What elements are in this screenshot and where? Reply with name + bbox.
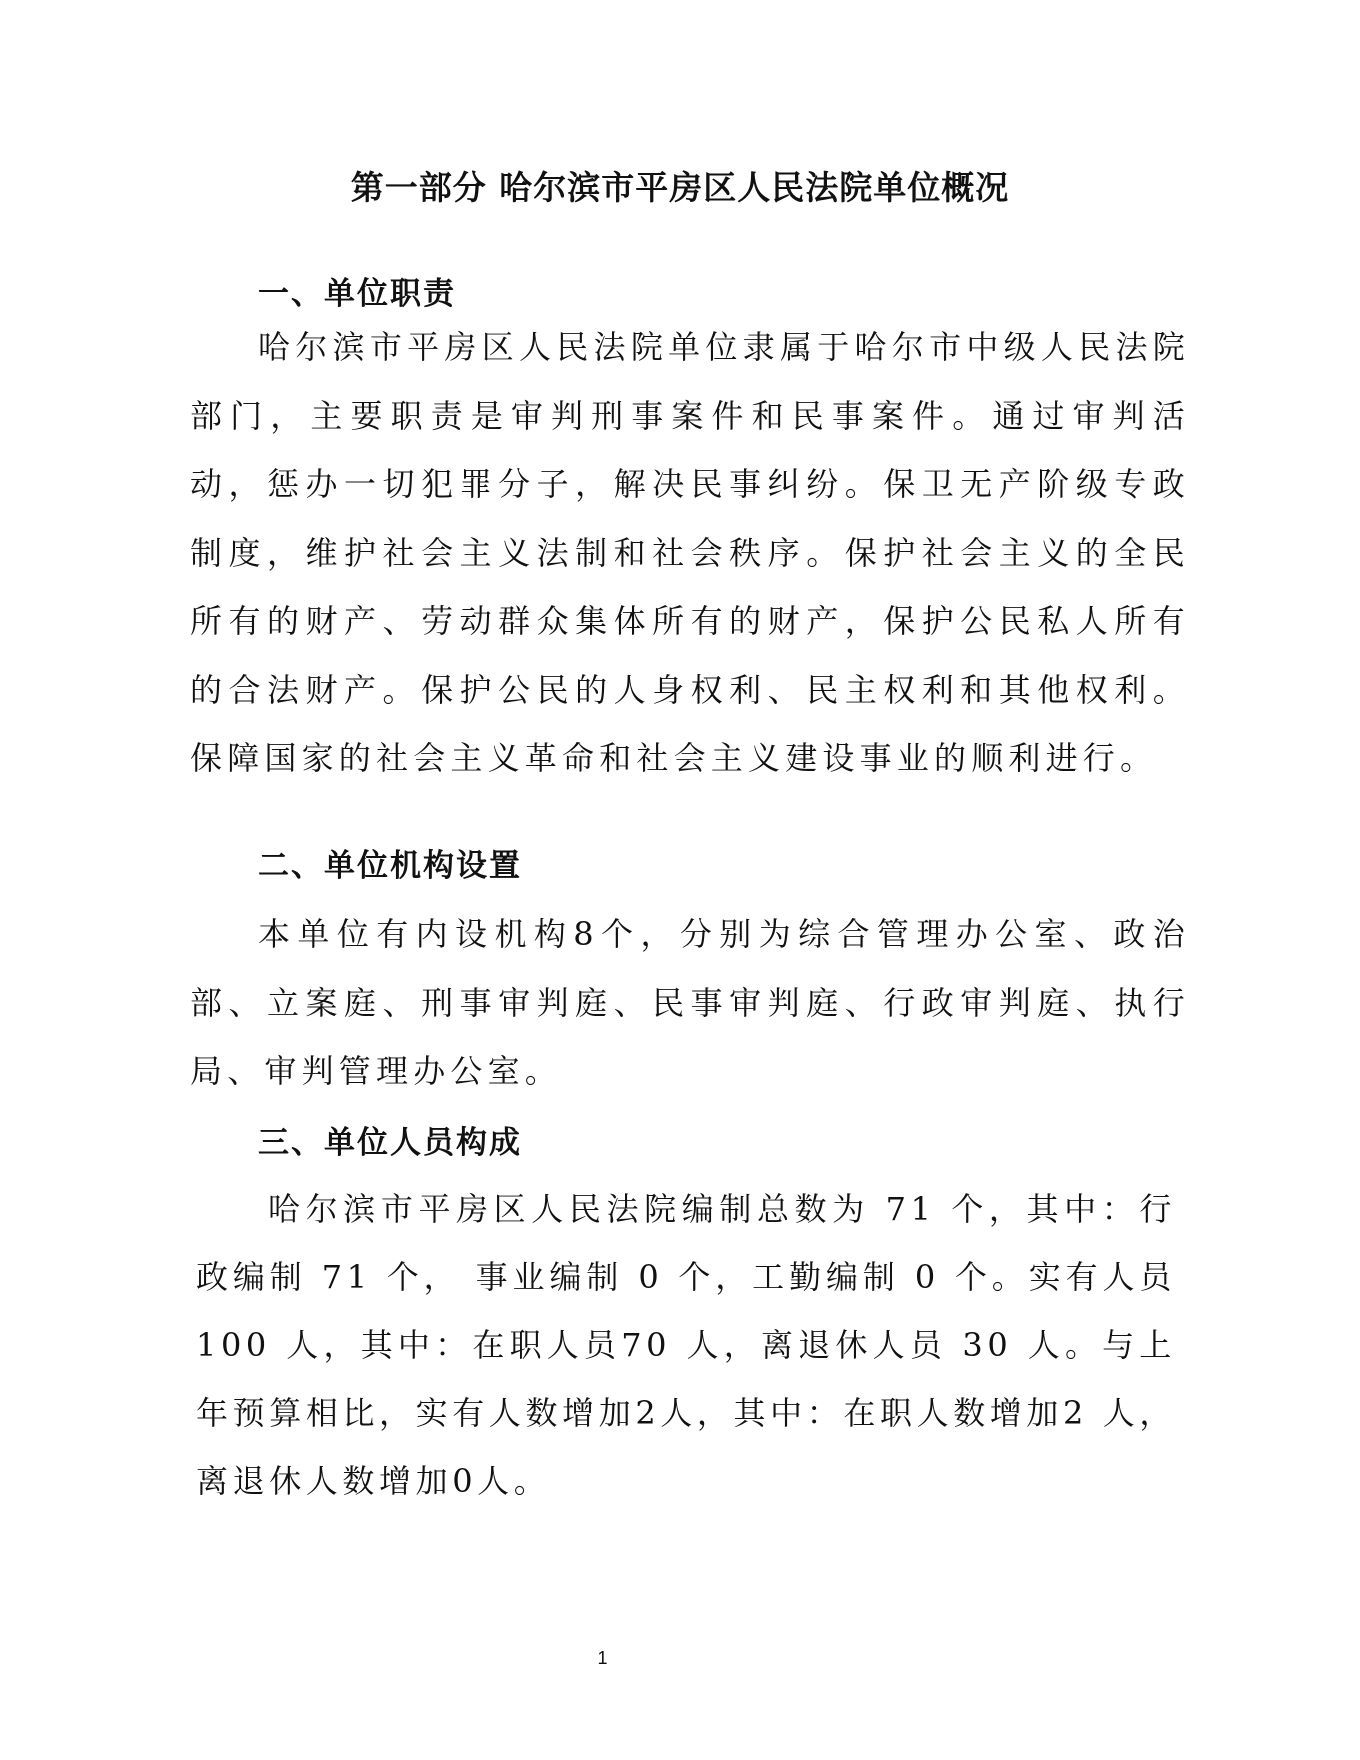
section-heading-duties: 一、单位职责 — [258, 276, 456, 312]
section-heading-personnel: 三、单位人员构成 — [258, 1125, 522, 1161]
section-paragraph-duties: 哈尔滨市平房区人民法院单位隶属于哈尔市中级人民法院部门，主要职责是审判刑事案件和民事案件。通过审判活动，惩办一切犯罪分子，解决民事纠纷。保卫无产阶级专政制度，维护社会主义法制和社会秩序。保护社会主义的全民所有的财产、劳动群众集体所有的财产，保护公民私人所有的合法财产。保护公民的人身权利、民主权利和其他权利。保障国家的社会主义革命和社会主义建设事业的顺利进行。 — [190, 328, 1190, 777]
page-number: 1 — [597, 1648, 608, 1668]
section-paragraph-personnel: 哈尔滨市平房区人民法院编制总数为 71 个，其中：行政编制 71 个， 事业编制 0 个，工勤编制 0 个。实有人员 100 人，其中：在职人员70 人，离退休人员 30 人。与上年预算相比，实有人数增加2人，其中：在职人数增加2 人，离退休人数增加0人。 — [196, 1190, 1176, 1500]
section-heading-organization: 二、单位机构设置 — [258, 848, 522, 884]
section-paragraph-organization: 本单位有内设机构8个，分别为综合管理办公室、政治部、立案庭、刑事审判庭、民事审判庭、行政审判庭、执行局、审判管理办公室。 — [190, 915, 1190, 1090]
page-title: 第一部分 哈尔滨市平房区人民法院单位概况 — [350, 168, 1010, 207]
